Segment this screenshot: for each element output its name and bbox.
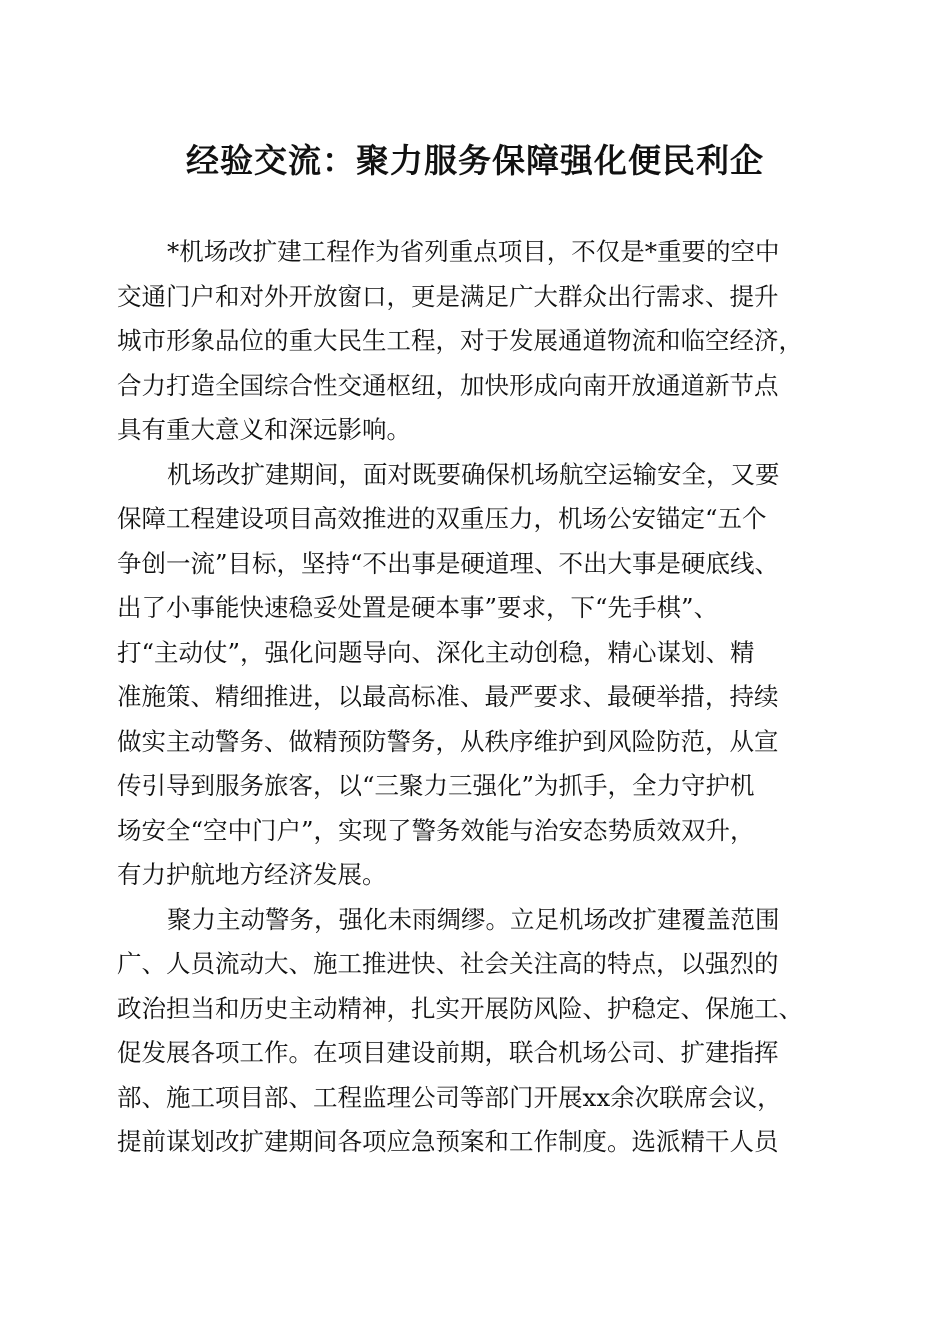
paragraph-line: 合力打造全国综合性交通枢纽，加快形成向南开放通道新节点 <box>117 370 779 400</box>
paragraph-line: 出了小事能快速稳妥处置是硬本事”要求，下“先手棋”、 <box>117 593 719 622</box>
paragraph-line: 城市形象品位的重大民生工程，对于发展通道物流和临空经济， <box>117 326 803 355</box>
paragraph-3 <box>117 898 837 1165</box>
paragraph-line: 争创一流”目标，坚持“不出事是硬道理、不出大事是硬底线、 <box>117 548 780 578</box>
paragraph-line: 有力护航地方经济发展。 <box>117 860 387 889</box>
paragraph-line: 保障工程建设项目高效推进的双重压力，机场公安锚定“五个 <box>117 504 767 533</box>
paragraph-line: 交通门户和对外开放窗口，更是满足广大群众出行需求、提升 <box>117 281 779 311</box>
paragraph-line: 传引导到服务旅客，以“三聚力三强化”为抓手，全力守护机 <box>117 771 755 800</box>
paragraph-line: 场安全“空中门户”，实现了警务效能与治安态势质效双升， <box>117 815 755 845</box>
paragraph-line: 聚力主动警务，强化未雨绸缪。立足机场改扩建覆盖范围 <box>167 904 780 934</box>
document-title: 经验交流：聚力服务保障强化便民利企 <box>186 141 764 180</box>
paragraph-line: 具有重大意义和深远影响。 <box>117 415 411 444</box>
paragraph-line: *机场改扩建工程作为省列重点项目，不仅是*重要的空中 <box>167 237 780 266</box>
paragraph-line: 政治担当和历史主动精神，扎实开展防风险、护稳定、保施工、 <box>117 993 803 1023</box>
paragraph-line: 部、施工项目部、工程监理公司等部门开展xx余次联席会议， <box>117 1082 782 1112</box>
paragraph-2 <box>117 453 837 898</box>
paragraph-line: 提前谋划改扩建期间各项应急预案和工作制度。选派精干人员 <box>117 1127 779 1156</box>
paragraph-line: 做实主动警务、做精预防警务，从秩序维护到风险防范，从宣 <box>117 726 779 756</box>
paragraph-line: 准施策、精细推进，以最高标准、最严要求、最硬举措，持续 <box>117 682 779 711</box>
paragraph-line: 打“主动仗”，强化问题导向、深化主动创稳，精心谋划、精 <box>117 637 755 667</box>
paragraph-line: 广、人员流动大、施工推进快、社会关注高的特点，以强烈的 <box>117 949 779 978</box>
paragraph-1 <box>117 230 837 453</box>
paragraph-line: 机场改扩建期间，面对既要确保机场航空运输安全，又要 <box>167 459 780 489</box>
paragraph-line: 促发展各项工作。在项目建设前期，联合机场公司、扩建指挥 <box>117 1038 779 1067</box>
document-body <box>117 230 837 1165</box>
